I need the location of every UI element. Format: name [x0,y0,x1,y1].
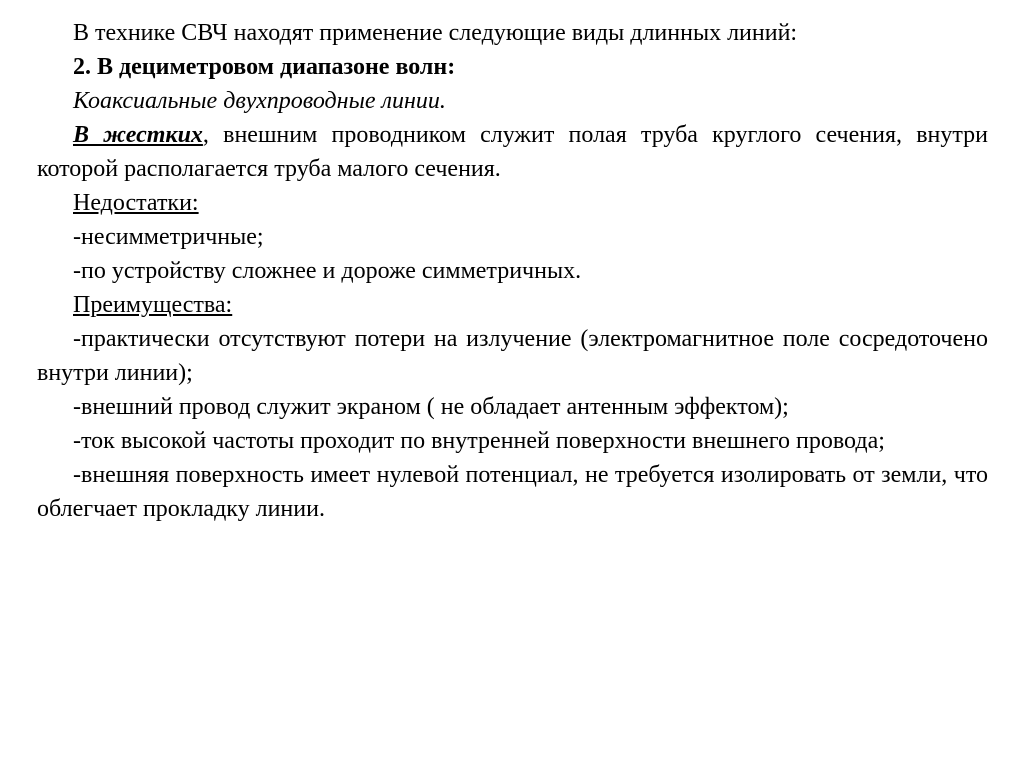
intro-line: В технике СВЧ находят применение следующие виды длинных линий: [73,20,798,46]
rigid-lines-lead: В жестких [73,122,203,148]
advantages-heading: Преимущества: [73,292,233,318]
section-heading: 2. В дециметровом диапазоне волн: [73,54,456,80]
advantage-item: -ток высокой частоты проходит по внутренней поверхности внешнего провода; [73,428,885,454]
advantage-item: -внешний провод служит экраном ( не обладает антенным эффектом); [73,394,789,420]
coaxial-lines-subheading: Коаксиальные двухпроводные линии. [73,88,446,114]
slide-text-body [37,16,988,526]
advantage-item: -внешняя поверхность имеет нулевой потенциал, не требуется изолировать от земли, что облегчает прокладку линии. [37,462,988,522]
disadvantages-heading: Недостатки: [73,190,199,216]
disadvantage-item: -по устройству сложнее и дороже симметричных. [73,258,582,284]
rigid-lines-text: , внешним проводником служит полая труба круглого сечения, внутри которой располагается труба малого сечения. [37,122,988,182]
advantage-item: -практически отсутствуют потери на излучение (электромагнитное поле сосредоточено внутри линии); [37,326,988,386]
disadvantage-item: -несимметричные; [73,224,264,250]
rigid-lines-paragraph [37,118,988,186]
